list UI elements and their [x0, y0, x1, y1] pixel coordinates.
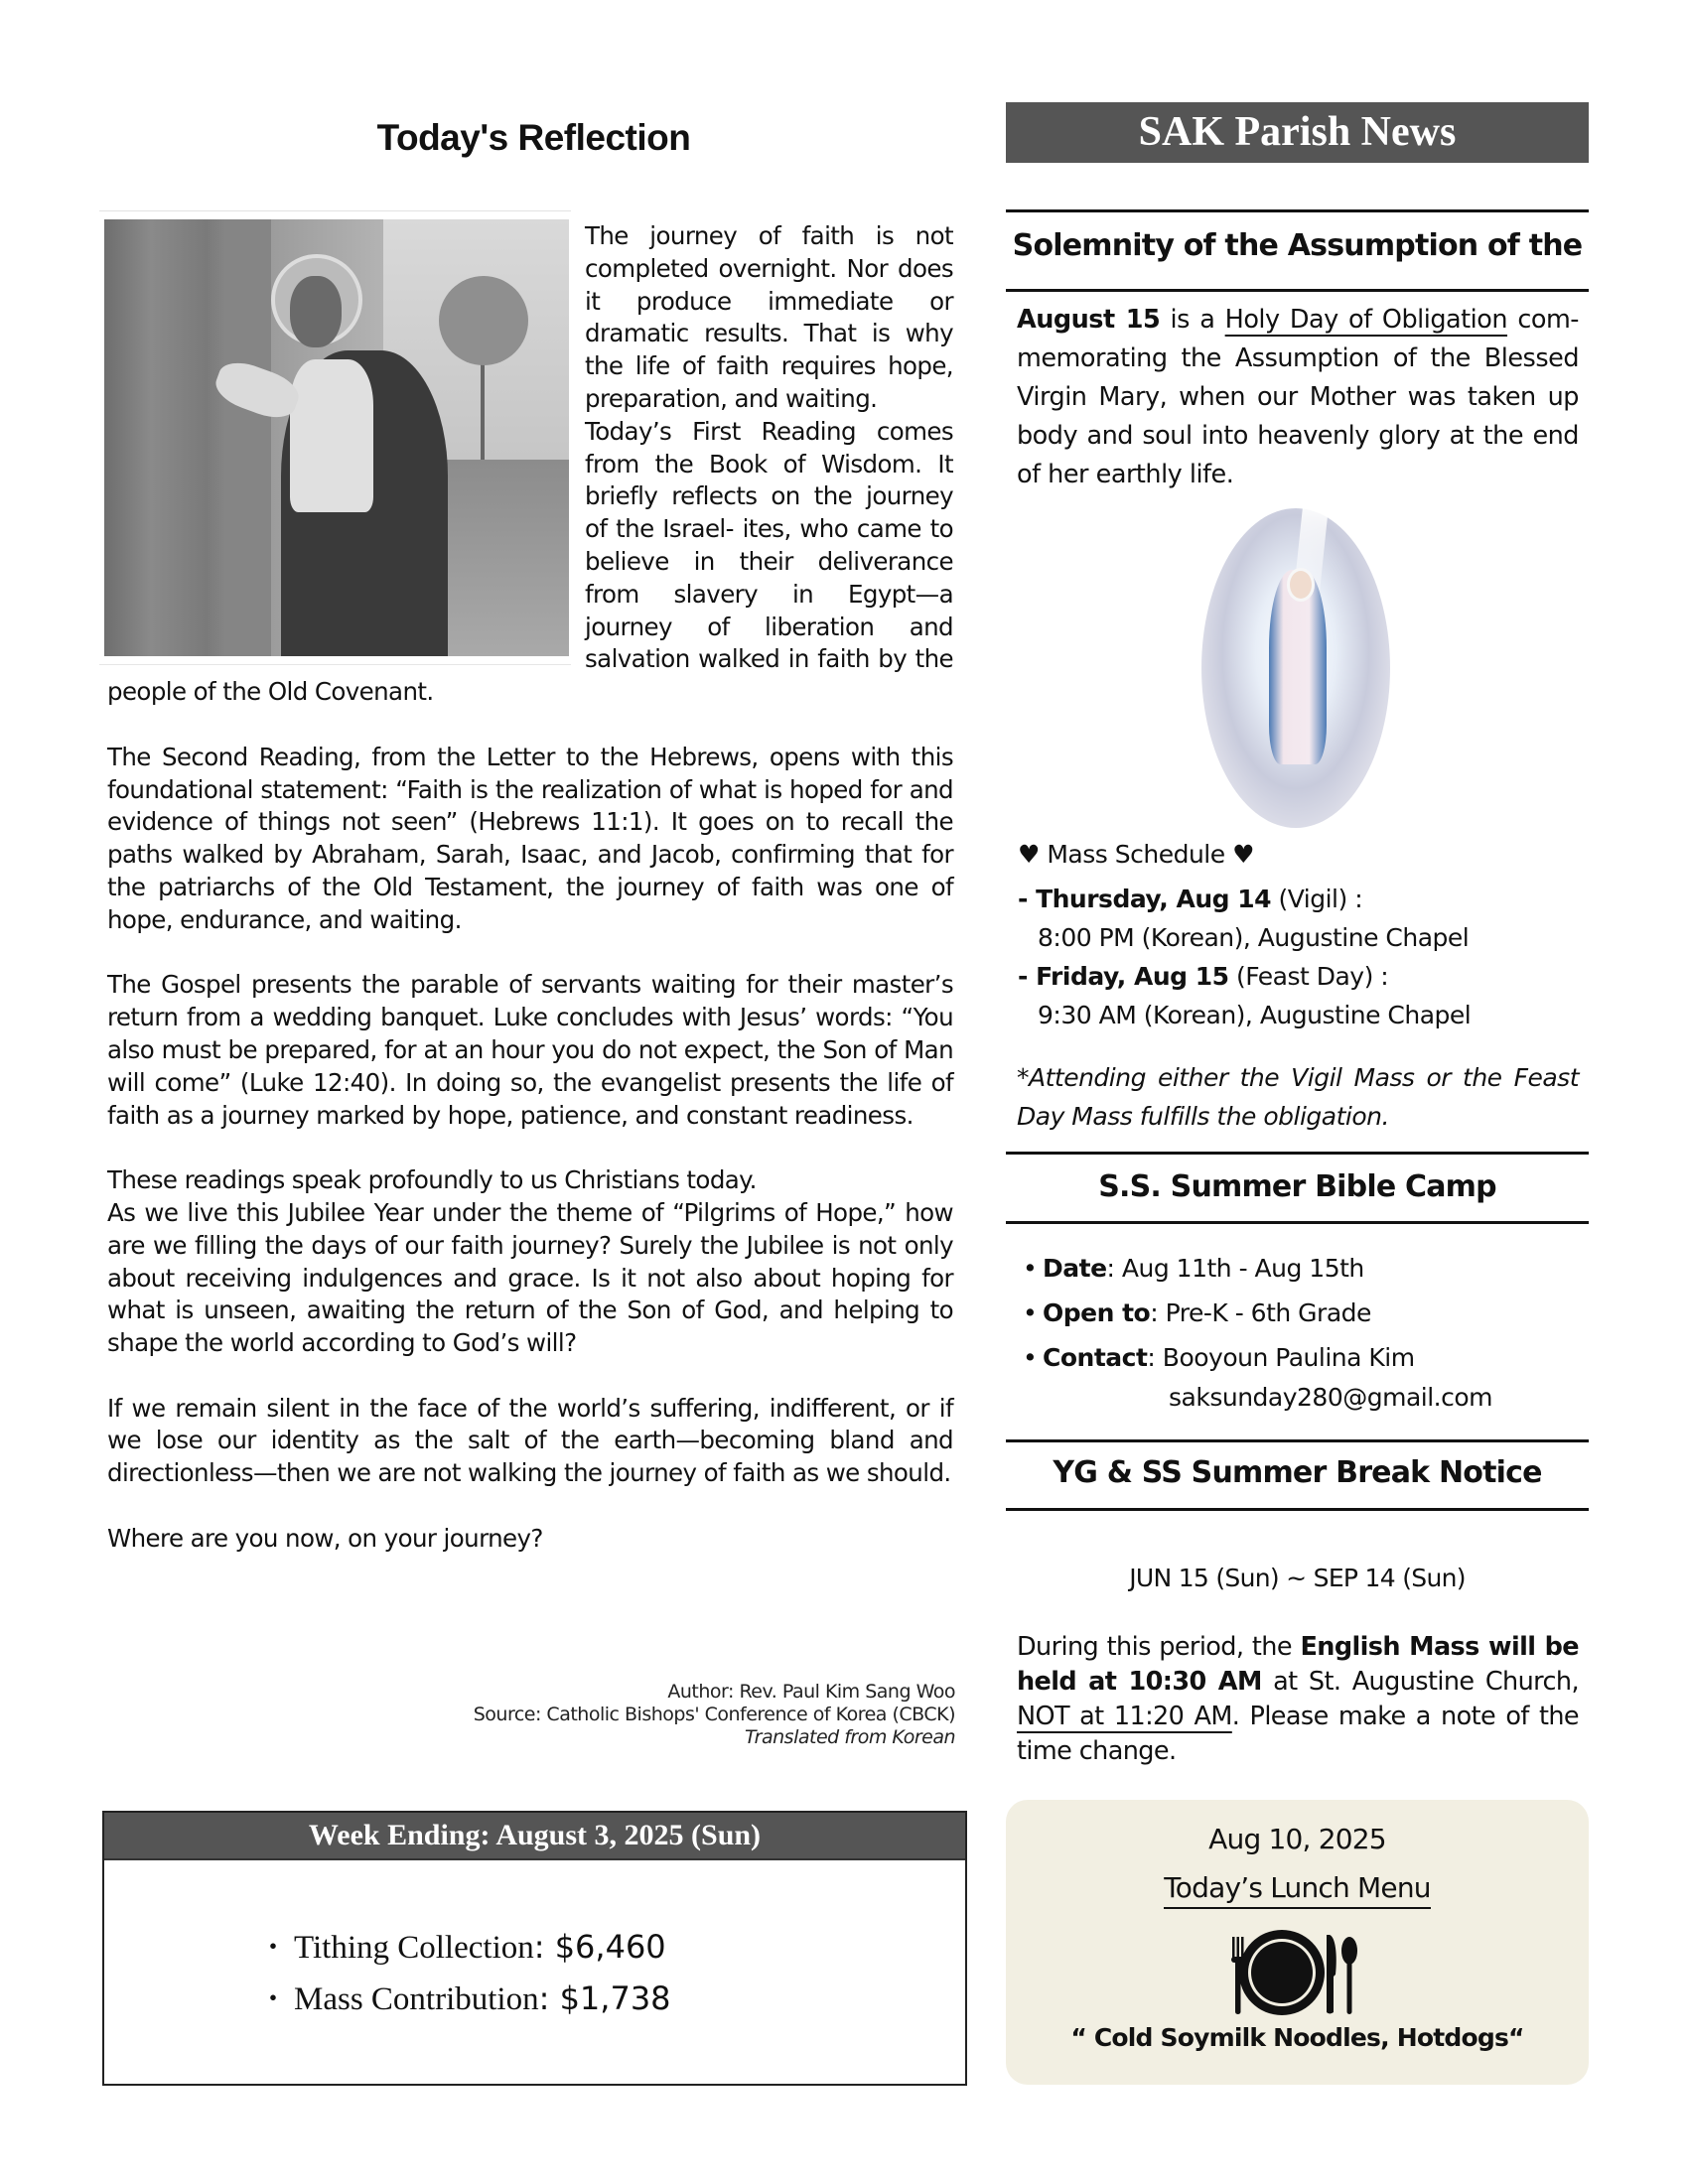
- week-header: Week Ending: August 3, 2025 (Sun): [104, 1813, 965, 1860]
- divider: [1006, 1439, 1589, 1442]
- break-text: . Please make a note of the time change.: [1017, 1702, 1579, 1766]
- mass-obligation-note: *Attending either the Vigil Mass or the Feast Day Mass fulfills the obligation.: [1017, 1063, 1579, 1131]
- summer-break-range: JUN 15 (Sun) ~ SEP 14 (Sun): [1129, 1564, 1466, 1592]
- reflection-closing-question: Where are you now, on your journey?: [107, 1523, 543, 1553]
- camp-label: Date: [1043, 1254, 1107, 1283]
- reflection-intro: The journey of faith is not completed overnight. Nor does it produce immediate or dramatic results. That is why the life of faith requires hope, preparation, and waiting.: [585, 221, 953, 413]
- break-old-time: NOT at 11:20 AM: [1017, 1702, 1232, 1731]
- camp-item-open-to: [1023, 1291, 1492, 1335]
- mass-day: - Thursday, Aug 14: [1018, 885, 1272, 913]
- mass-detail: 8:00 PM (Korean), Augustine Chapel: [1038, 923, 1470, 952]
- mass-kind: (Vigil) :: [1271, 885, 1363, 913]
- parish-news-header: SAK Parish News: [1006, 102, 1589, 163]
- reflection-today-line: These readings speak profoundly to us Christians today.: [107, 1165, 757, 1195]
- jesus-knocking-image: [99, 210, 571, 665]
- week-item-mass-contribution: [258, 1974, 671, 2025]
- mass-day: - Friday, Aug 15: [1018, 962, 1229, 991]
- mass-entry-vigil: [1018, 880, 1471, 918]
- camp-item-contact: [1023, 1335, 1492, 1380]
- lunch-date: Aug 10, 2025: [1208, 1823, 1386, 1855]
- author-line: Author: Rev. Paul Kim Sang Woo: [667, 1681, 955, 1703]
- mass-schedule-list: [1018, 880, 1471, 1034]
- bullet-icon: ・: [258, 1983, 288, 2016]
- divider: [1006, 289, 1589, 292]
- week-item-value: : $1,738: [538, 1979, 671, 2017]
- reflection-first-reading: Today’s First Reading comes from the Book of Wisdom. It briefly reflects on the journey of the Israel- ites, who came to believe in their deliverance from slavery in Egypt—a journey of liberation and salvation walked in faith by the people of the Old Covenant.: [107, 416, 953, 707]
- lunch-title-text: Today’s Lunch Menu: [1164, 1871, 1431, 1909]
- week-item-tithing: [258, 1922, 671, 1974]
- camp-value: : Aug 11th - Aug 15th: [1106, 1254, 1364, 1283]
- camp-value: : Pre-K - 6th Grade: [1150, 1298, 1371, 1327]
- bullet-icon: •: [1023, 1343, 1038, 1372]
- assumption-date: August 15: [1017, 305, 1161, 335]
- holy-day-of-obligation: Holy Day of Obligation: [1224, 305, 1508, 335]
- assumption-text: com- memorating the Assumption of the Blessed Virgin Mary, when our Mother was taken up body and soul into heavenly glory at the end of her earthly life.: [1017, 305, 1579, 489]
- reflection-attribution: [474, 1681, 955, 1749]
- mass-detail: 9:30 AM (Korean), Augustine Chapel: [1038, 1001, 1472, 1029]
- reflection-jubilee: As we live this Jubilee Year under the theme of “Pilgrims of Hope,” how are we filling the days of our faith journey? Surely the Jubilee is not only about receiving indulgences and grace. Is it not also about hoping for what is unseen, awaiting the return of the Son of God, and helping to shape the world according to God’s will?: [107, 1197, 953, 1358]
- bible-camp-details: [1023, 1246, 1492, 1416]
- mass-kind: (Feast Day) :: [1228, 962, 1389, 991]
- summer-break-title: YG & SS Summer Break Notice: [1053, 1455, 1542, 1490]
- assumption-body: [1017, 301, 1579, 494]
- assumption-title: Solemnity of the Assumption of the: [1012, 228, 1583, 263]
- assumption-text: is a: [1160, 305, 1225, 335]
- bullet-icon: ・: [258, 1932, 288, 1965]
- plate-fork-knife-spoon-icon: [1226, 1929, 1359, 2018]
- divider: [1006, 1152, 1589, 1155]
- bullet-icon: •: [1023, 1254, 1038, 1283]
- reflection-article: [107, 220, 953, 1556]
- reflection-silence: If we remain silent in the face of the world’s suffering, indifferent, or if we lose our identity as the salt of the earth—becoming bland and directionless—then we are not walking the journey of faith as we should.: [107, 1393, 953, 1488]
- camp-contact-email[interactable]: saksunday280@gmail.com: [1169, 1383, 1493, 1412]
- source-line: Source: Catholic Bishops' Conference of Korea (CBCK): [473, 1704, 955, 1725]
- camp-item-date: [1023, 1246, 1492, 1291]
- week-item-value: : $6,460: [533, 1928, 666, 1966]
- camp-value: : Booyoun Paulina Kim: [1147, 1343, 1415, 1372]
- summer-break-body: [1017, 1630, 1579, 1769]
- divider: [1006, 1508, 1589, 1511]
- mass-entry-feast: [1018, 957, 1471, 996]
- jesus-engraving-icon: [104, 219, 569, 656]
- translation-note: Translated from Korean: [745, 1726, 955, 1748]
- break-text: During this period, the: [1017, 1632, 1301, 1662]
- lunch-menu-items: “ Cold Soymilk Noodles, Hotdogs“: [1070, 2023, 1524, 2052]
- reflection-title: Today's Reflection: [376, 117, 691, 158]
- break-text: at St. Augustine Church,: [1261, 1667, 1579, 1697]
- camp-label: Contact: [1043, 1343, 1148, 1372]
- break-english-mass-time: English Mass will be held at 10:30 AM: [1017, 1632, 1579, 1697]
- week-collection-list: [258, 1922, 671, 2025]
- week-item-label: Mass Contribution: [294, 1981, 539, 2017]
- bullet-icon: •: [1023, 1298, 1038, 1327]
- assumption-of-mary-image: [1201, 508, 1390, 828]
- week-collection-box: [102, 1811, 967, 2086]
- divider: [1006, 209, 1589, 212]
- lunch-title: [1006, 1871, 1589, 1904]
- week-item-label: Tithing Collection: [294, 1930, 534, 1966]
- mass-schedule-title: ♥ Mass Schedule ♥: [1018, 840, 1254, 869]
- reflection-second-reading: The Second Reading, from the Letter to the Hebrews, opens with this foundational statement: “Faith is the realization of what is hoped for and evidence of things not seen” (Hebrews 11:1). It goes on to recall the paths walked by Abraham, Sarah, Isaac, and Jacob, confirming that for the patriarchs of the Old Testament, the journey of faith was one of hope, endurance, and waiting.: [107, 742, 953, 934]
- lunch-menu-box: [1006, 1800, 1589, 2085]
- bible-camp-title: S.S. Summer Bible Camp: [1098, 1169, 1496, 1204]
- divider: [1006, 1221, 1589, 1224]
- camp-label: Open to: [1043, 1298, 1151, 1327]
- reflection-gospel: The Gospel presents the parable of servants waiting for their master’s return from a wedding banquet. Luke concludes with Jesus’ words: “You also must be prepared, for at an hour you do not expect, the Son of Man will come” (Luke 12:40). In doing so, the evangelist presents the life of faith as a journey marked by hope, patience, and constant readiness.: [107, 970, 953, 1130]
